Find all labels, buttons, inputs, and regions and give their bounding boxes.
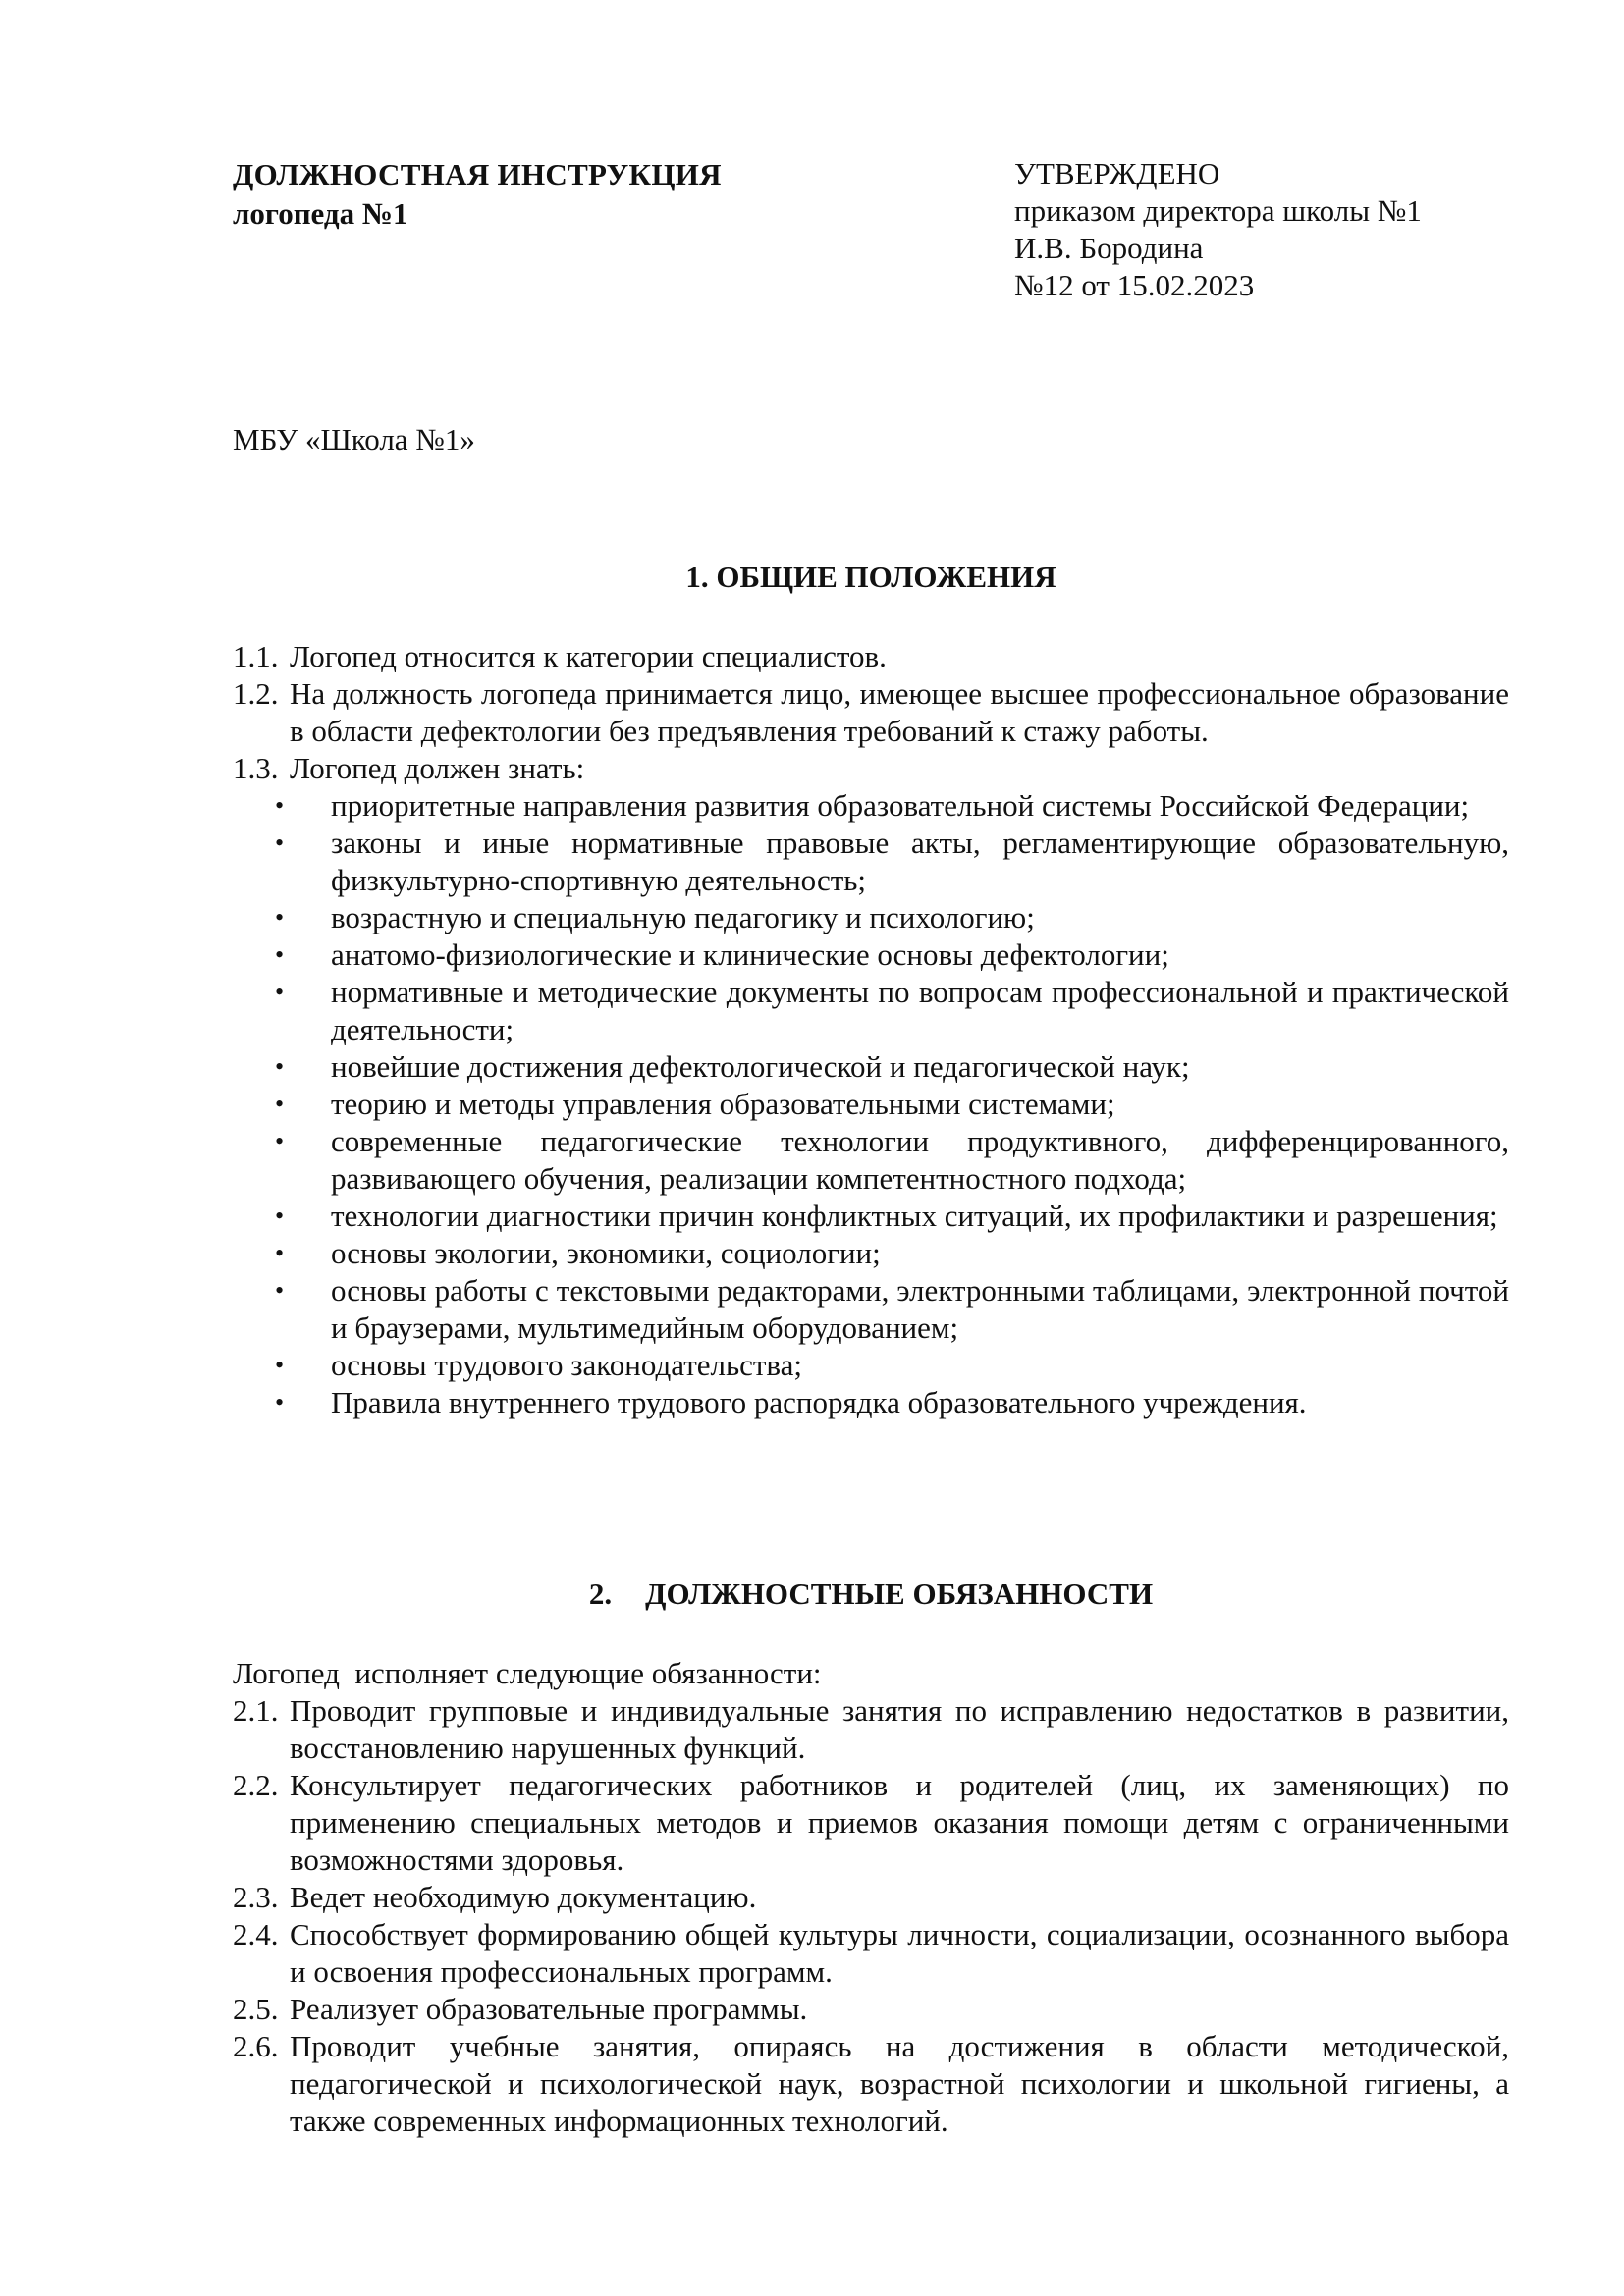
knowledge-text: возрастную и специальную педагогику и психологию; xyxy=(331,900,1035,934)
item-text: Проводит групповые и индивидуальные занятия по исправлению недостатков в развитии, восстановлению нарушенных функций. xyxy=(290,1693,1509,1765)
organization-name: МБУ «Школа №1» xyxy=(233,422,475,456)
knowledge-text: основы трудового законодательства; xyxy=(331,1348,803,1382)
knowledge-item xyxy=(233,1272,1509,1347)
section-2-heading: ДОЛЖНОСТНЫЕ ОБЯЗАННОСТИ xyxy=(645,1576,1154,1611)
knowledge-item xyxy=(233,1123,1509,1198)
bullet-icon: • xyxy=(275,1090,285,1118)
knowledge-item xyxy=(233,899,1509,936)
knowledge-list xyxy=(233,787,1509,1421)
list-item xyxy=(233,638,1509,675)
bullet-icon: • xyxy=(275,791,285,820)
section-1-title: 1. ОБЩИЕ ПОЛОЖЕНИЯ xyxy=(685,560,1056,594)
section-2-body xyxy=(233,1655,1509,2140)
knowledge-text: теорию и методы управления образовательными системами; xyxy=(331,1087,1115,1121)
bullet-icon: • xyxy=(275,1239,285,1267)
bullet-icon: • xyxy=(275,1127,285,1155)
approval-line-2: приказом директора школы №1 xyxy=(1014,193,1422,228)
bullet-icon: • xyxy=(275,940,285,969)
knowledge-text: законы и иные нормативные правовые акты, регламентирующие образовательную, физкультурно-спортивную деятельность; xyxy=(331,826,1509,897)
approval-line-1: УТВЕРЖДЕНО xyxy=(1014,156,1220,190)
item-number: 2.5. xyxy=(233,1992,279,2026)
knowledge-text: технологии диагностики причин конфликтных ситуаций, их профилактики и разрешения; xyxy=(331,1199,1498,1233)
knowledge-text: основы работы с текстовыми редакторами, электронными таблицами, электронной почтой и браузерами, мультимедийным оборудованием; xyxy=(331,1273,1509,1345)
list-item xyxy=(233,1916,1509,1991)
knowledge-text: основы экологии, экономики, социологии; xyxy=(331,1236,881,1270)
list-item xyxy=(233,1767,1509,1879)
knowledge-text: новейшие достижения дефектологической и педагогической наук; xyxy=(331,1049,1190,1084)
item-text: Логопед относится к категории специалистов. xyxy=(290,639,887,673)
approval-line-3: И.В. Бородина xyxy=(1014,231,1204,265)
item-number: 2.1. xyxy=(233,1693,279,1728)
bullet-icon: • xyxy=(275,1052,285,1081)
knowledge-item xyxy=(233,936,1509,974)
list-item xyxy=(233,675,1509,750)
bullet-icon: • xyxy=(275,1276,285,1305)
knowledge-item xyxy=(233,1086,1509,1123)
knowledge-text: нормативные и методические документы по вопросам профессиональной и практической деятельности; xyxy=(331,975,1509,1046)
bullet-icon: • xyxy=(275,828,285,857)
list-item xyxy=(233,1692,1509,1767)
list-item xyxy=(233,1879,1509,1916)
item-text: Консультирует педагогических работников и родителей (лиц, их заменяющих) по применению специальных методов и приемов оказания помощи детям с ограниченными возможностями здоровья. xyxy=(290,1768,1509,1877)
item-text: На должность логопеда принимается лицо, имеющее высшее профессиональное образование в области дефектологии без предъявления требований к стажу работы. xyxy=(290,676,1509,748)
knowledge-item xyxy=(233,1198,1509,1235)
knowledge-item xyxy=(233,1347,1509,1384)
bullet-icon: • xyxy=(275,903,285,932)
knowledge-item xyxy=(233,1048,1509,1086)
knowledge-text: приоритетные направления развития образовательной системы Российской Федерации; xyxy=(331,788,1470,823)
approval-block xyxy=(1014,155,1422,304)
bullet-icon: • xyxy=(275,978,285,1006)
bullet-icon: • xyxy=(275,1351,285,1379)
knowledge-item xyxy=(233,1235,1509,1272)
knowledge-item xyxy=(233,974,1509,1048)
knowledge-text: современные педагогические технологии продуктивного, дифференцированного, развивающего обучения, реализации компетентностного подхода; xyxy=(331,1124,1509,1196)
bullet-icon: • xyxy=(275,1388,285,1416)
item-number: 1.3. xyxy=(233,751,279,785)
knowledge-item xyxy=(233,825,1509,899)
knowledge-text: Правила внутреннего трудового распорядка образовательного учреждения. xyxy=(331,1385,1307,1419)
item-text: Проводит учебные занятия, опираясь на достижения в области методической, педагогической и психологической наук, возрастной психологии и школьной гигиены, а также современных информационных технологий. xyxy=(290,2029,1509,2138)
document-title: ДОЛЖНОСТНАЯ ИНСТРУКЦИЯ xyxy=(233,157,722,191)
section-2-title xyxy=(233,1575,1509,1614)
item-number: 2.3. xyxy=(233,1880,279,1914)
item-number: 2.6. xyxy=(233,2029,279,2063)
item-number: 2.4. xyxy=(233,1917,279,1951)
bullet-icon: • xyxy=(275,1201,285,1230)
knowledge-item xyxy=(233,787,1509,825)
section-2-number: 2. xyxy=(588,1576,613,1611)
item-text: Способствует формированию общей культуры личности, социализации, осознанного выбора и освоения профессиональных программ. xyxy=(290,1917,1509,1989)
item-text: Логопед должен знать: xyxy=(290,751,585,785)
list-item xyxy=(233,2028,1509,2140)
list-item xyxy=(233,1991,1509,2028)
knowledge-text: анатомо-физиологические и клинические основы дефектологии; xyxy=(331,937,1169,972)
item-number: 2.2. xyxy=(233,1768,279,1802)
item-text: Ведет необходимую документацию. xyxy=(290,1880,757,1914)
approval-line-4: №12 от 15.02.2023 xyxy=(1014,268,1255,302)
section-2-intro: Логопед исполняет следующие обязанности: xyxy=(233,1656,822,1690)
section-1-body xyxy=(233,638,1509,1421)
item-number: 1.2. xyxy=(233,676,279,711)
item-text: Реализует образовательные программы. xyxy=(290,1992,808,2026)
list-item xyxy=(233,750,1509,787)
item-number: 1.1. xyxy=(233,639,279,673)
position-name: логопеда №1 xyxy=(233,196,408,231)
document-heading xyxy=(233,155,722,234)
knowledge-item xyxy=(233,1384,1509,1421)
